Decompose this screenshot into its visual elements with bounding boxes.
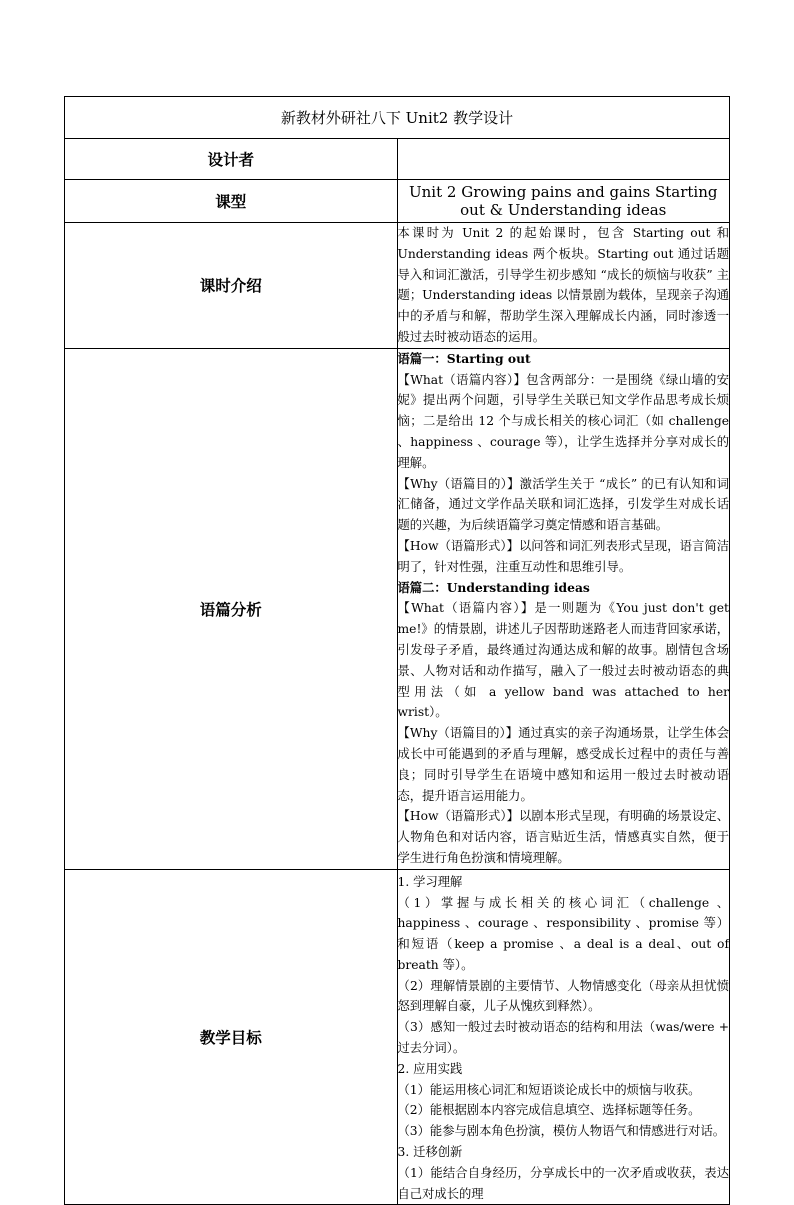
goal-item: （1）能结合自身经历，分享成长中的一次矛盾或收获，表达自己对成长的理: [397, 1165, 729, 1201]
text-two-how: 【How（语篇形式）】以剧本形式呈现，有明确的场景设定、人物角色和对话内容，语言贴近生活，情感真实自然，便于学生进行角色扮演和情境理解。: [397, 809, 729, 865]
text-two-what: 【What（语篇内容）】是一则题为《You just don't get me!》的情景剧，讲述儿子因帮助迷路老人而违背回家承诺，引发母子矛盾，最终通过沟通达成和解的故事。剧情包含场景、人物对话和动作描写，融入了一般过去时被动语态的典型用法（如 a yellow band was attached to her wrist）。: [397, 601, 729, 720]
lesson-plan-table: [64, 96, 730, 1205]
goal-item: （3）感知一般过去时被动语态的结构和用法（was/were + 过去分词）。: [397, 1020, 729, 1056]
goal-heading: 3. 迁移创新: [397, 1145, 463, 1160]
goal-item: （1）掌握与成长相关的核心词汇（challenge 、happiness 、courage 、responsibility 、promise 等）和短语（keep a promise 、a deal is a deal、out of breath 等）。: [397, 895, 729, 972]
lesson-type-value: Unit 2 Growing pains and gains Starting out & Understanding ideas: [397, 180, 730, 223]
lesson-intro-cell: [397, 223, 730, 349]
text-two-heading: 语篇二：Understanding ideas: [397, 579, 590, 595]
designer-value: [397, 139, 730, 180]
text-two-why: 【Why（语篇目的）】通过真实的亲子沟通场景，让学生体会成长中可能遇到的矛盾与理解，感受成长过程中的责任与善良；同时引导学生在语境中感知和运用一般过去时被动语态，提升语言运用能力。: [397, 726, 729, 803]
text-one-why: 【Why（语篇目的）】激活学生关于 “成长” 的已有认知和词汇储备，通过文学作品关联和词汇选择，引发学生对成长话题的兴趣，为后续语篇学习奠定情感和语言基础。: [397, 476, 729, 533]
lesson-type-label: 课型: [65, 180, 398, 223]
designer-label: 设计者: [65, 139, 398, 180]
text-one-what: 【What（语篇内容）】包含两部分：一是围绕《绿山墙的安妮》提出两个问题，引导学生关联已知文学作品思考成长烦恼；二是给出 12 个与成长相关的核心词汇（如 challenge 、happiness 、courage 等），让学生选择并分享对成长的理解。: [397, 372, 729, 470]
text-one-how: 【How（语篇形式）】以问答和词汇列表形式呈现，语言简洁明了，针对性强，注重互动性和思维引导。: [397, 538, 729, 574]
document-title: 新教材外研社八下 Unit2 教学设计: [65, 97, 730, 139]
goal-item: （2）理解情景剧的主要情节、人物情感变化（母亲从担忧愤怒到理解自豪，儿子从愧疚到释然）。: [397, 978, 729, 1014]
lesson-intro-label: 课时介绍: [65, 223, 398, 349]
text-one-heading: 语篇一：Starting out: [397, 350, 531, 366]
text-analysis-label: 语篇分析: [65, 348, 398, 869]
lesson-intro-text: 本课时为 Unit 2 的起始课时，包含 Starting out 和 Understanding ideas 两个板块。Starting out 通过话题导入和词汇激活，引导学生初步感知 “成长的烦恼与收获” 主题；Understanding ideas 以情景剧为载体，呈现亲子沟通中的矛盾与和解，帮助学生深入理解成长内涵，同时渗透一般过去时被动语态的运用。: [397, 226, 729, 344]
goal-heading: 1. 学习理解: [397, 874, 463, 889]
teaching-goals-cell: [397, 869, 730, 1205]
goal-item: （3）能参与剧本角色扮演，模仿人物语气和情感进行对话。: [397, 1124, 726, 1139]
goal-item: （1）能运用核心词汇和短语谈论成长中的烦恼与收获。: [397, 1082, 701, 1097]
goal-item: （2）能根据剧本内容完成信息填空、选择标题等任务。: [397, 1103, 701, 1118]
goal-heading: 2. 应用实践: [397, 1061, 463, 1076]
text-analysis-cell: [397, 348, 730, 869]
teaching-goals-label: 教学目标: [65, 869, 398, 1205]
